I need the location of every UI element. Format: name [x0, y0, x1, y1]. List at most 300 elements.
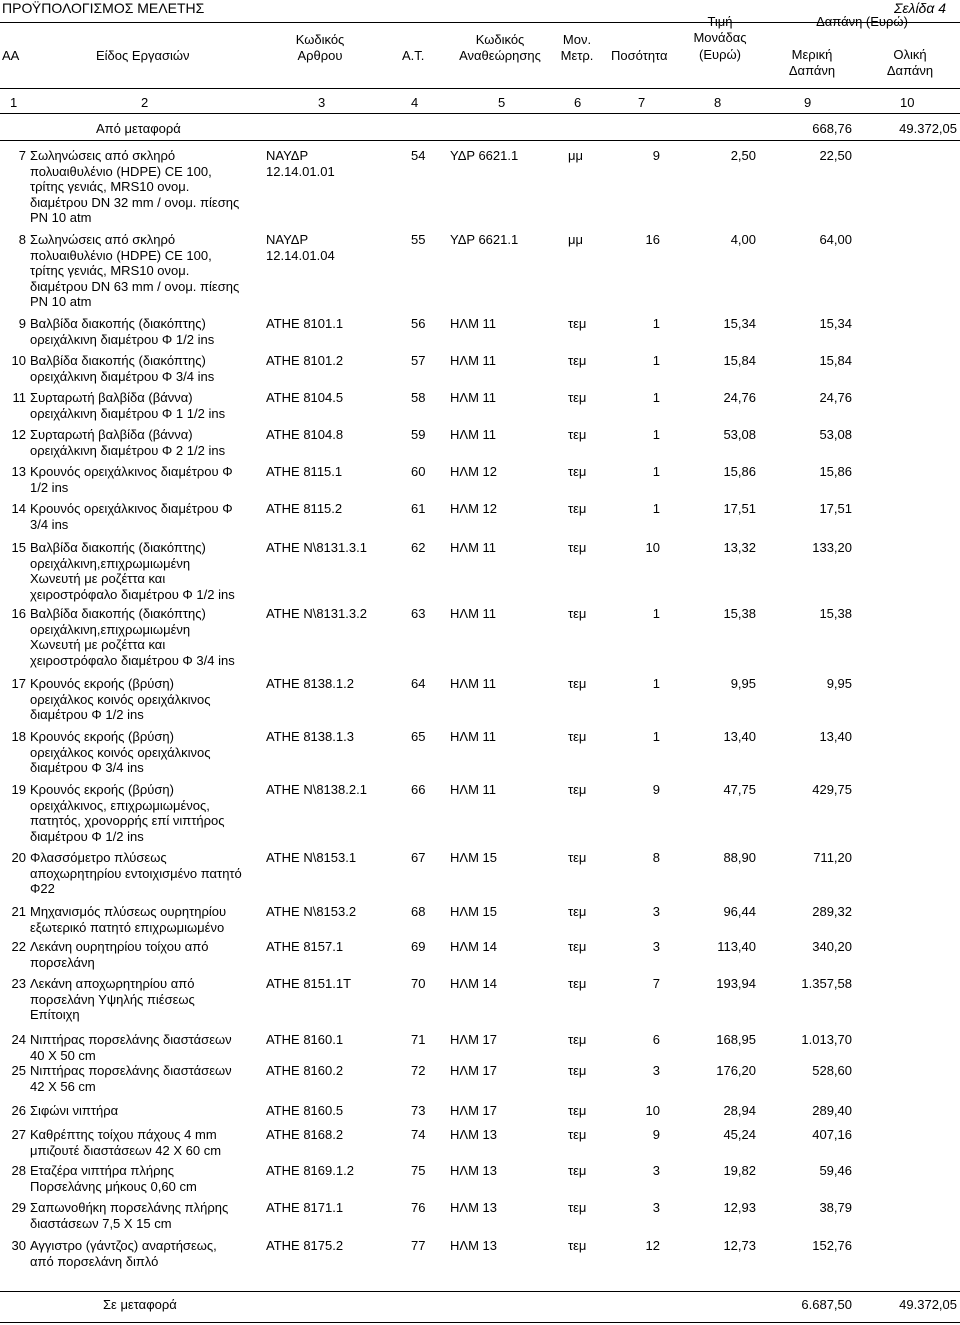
row-quantity: 3: [652, 1063, 660, 1078]
row-description-line: εξωτερικό πατητό επιχρωμιωμένο: [30, 919, 225, 935]
row-description-line: 3/4 ins: [30, 516, 69, 532]
row-unit: τεμ: [568, 1163, 587, 1178]
row-unit: τεμ: [568, 353, 587, 368]
row-description: [30, 1127, 265, 1158]
row-unit-price: 19,82: [723, 1163, 756, 1178]
row-description-line: πολυαιθυλένιο (HDPE) CE 100,: [30, 163, 212, 179]
number-row-rule: [0, 113, 960, 114]
row-revision-code: ΗΛΜ 13: [450, 1163, 497, 1178]
row-partial-cost: 1.013,70: [801, 1032, 852, 1047]
col-kodikos-arthrou-2: Αρθρου: [297, 48, 343, 63]
row-quantity: 1: [652, 316, 660, 331]
row-description: [30, 729, 265, 776]
row-description-line: Βαλβίδα διακοπής (διακόπτης): [30, 316, 206, 331]
row-quantity: 7: [652, 976, 660, 991]
row-article-code: ΑΤΗΕ 8101.1: [266, 316, 344, 331]
row-unit: τεμ: [568, 1063, 587, 1078]
row-description: [30, 148, 265, 226]
row-description-line: διαμέτρου Φ 1/2 ins: [30, 828, 144, 844]
row-description-line: Λεκάνη ουρητηρίου τοίχου από: [30, 939, 209, 954]
row-unit: τεμ: [568, 850, 587, 865]
row-partial-cost: 15,34: [819, 316, 852, 331]
col-num: 5: [498, 95, 506, 110]
col-num: 3: [318, 95, 326, 110]
row-article-code: ΑΤΗΕ 8160.5: [266, 1103, 344, 1118]
row-quantity: 9: [652, 1127, 660, 1142]
carry-in-total: 49.372,05: [899, 121, 957, 136]
row-revision-code: ΗΛΜ 14: [450, 976, 497, 991]
row-description-line: αποχωρητηρίου εντοιχισμένο πατητό: [30, 865, 242, 881]
col-timi-3: (Ευρώ): [699, 47, 741, 62]
row-description-line: πατητός, χρονορρής επί νιπτήρος: [30, 813, 225, 828]
row-number: 13: [11, 464, 26, 479]
col-num: 6: [574, 95, 582, 110]
row-unit: τεμ: [568, 782, 587, 797]
row-unit-price: 15,38: [723, 606, 756, 621]
row-quantity: 3: [652, 904, 660, 919]
row-at: 62: [411, 540, 426, 555]
col-posotita: Ποσότητα: [611, 48, 668, 63]
row-unit-price: 53,08: [723, 427, 756, 442]
row-unit-price: 15,86: [723, 464, 756, 479]
row-description-line: Βαλβίδα διακοπής (διακόπτης): [30, 540, 206, 555]
row-partial-cost: 152,76: [812, 1238, 852, 1253]
row-article-code: ΑΤΗΕ 8101.2: [266, 353, 344, 368]
row-description-line: ορειχάλκινη,επιχρωμιωμένη: [30, 621, 191, 637]
row-description-line: Κρουνός εκροής (βρύση): [30, 729, 174, 744]
row-at: 63: [411, 606, 426, 621]
row-description: [30, 1063, 265, 1094]
row-article-code: ΑΤΗΕ 8104.5: [266, 390, 344, 405]
row-partial-cost: 9,95: [826, 676, 852, 691]
row-article-code: ΝΑΥΔΡ: [266, 232, 309, 247]
row-revision-code: ΥΔΡ 6621.1: [450, 232, 519, 247]
row-unit: τεμ: [568, 939, 587, 954]
row-number: 12: [11, 427, 26, 442]
row-partial-cost: 289,40: [812, 1103, 852, 1118]
col-timi-1: Τιμή: [707, 14, 733, 29]
row-description-line: ορειχάλκινη διαμέτρου Φ 2 1/2 ins: [30, 442, 226, 458]
row-quantity: 1: [652, 464, 660, 479]
row-unit-price: 15,84: [723, 353, 756, 368]
row-partial-cost: 64,00: [819, 232, 852, 247]
row-unit: τεμ: [568, 904, 587, 919]
row-description: [30, 1103, 265, 1119]
row-unit: τεμ: [568, 1032, 587, 1047]
row-at: 58: [411, 390, 426, 405]
row-partial-cost: 1.357,58: [801, 976, 852, 991]
row-description-line: Χωνευτή με ροζέττα και: [30, 571, 166, 586]
col-at: Α.Τ.: [402, 48, 425, 63]
row-number: 15: [11, 540, 26, 555]
row-quantity: 9: [652, 148, 660, 163]
row-article-code: ΑΤΗΕ 8115.1: [266, 464, 343, 479]
row-description-line: Κρουνός ορειχάλκινος διαμέτρου Φ: [30, 464, 233, 479]
row-article-code: ΑΤΗΕ 8171.1: [266, 1200, 344, 1215]
col-kodikos-anath-2: Αναθεώρησης: [459, 48, 541, 63]
row-unit: τεμ: [568, 427, 587, 442]
row-revision-code: ΗΛΜ 11: [450, 427, 497, 442]
row-revision-code: ΗΛΜ 15: [450, 904, 497, 919]
row-article-code: ΑΤΗΕ 8168.2: [266, 1127, 344, 1142]
col-kodikos-anath-1: Κωδικός: [475, 32, 525, 47]
row-description: [30, 1163, 265, 1194]
col-mon-2: Μετρ.: [560, 48, 594, 63]
row-article-code: ΑΤΗΕ 8138.1.2: [266, 676, 354, 691]
row-description: [30, 353, 265, 384]
row-quantity: 8: [652, 850, 660, 865]
row-unit-price: 193,94: [716, 976, 756, 991]
row-description-line: ορειχάλκινος, επιχρωμιωμένος,: [30, 797, 210, 813]
row-quantity: 9: [652, 782, 660, 797]
row-revision-code: ΗΛΜ 11: [450, 606, 497, 621]
row-unit-price: 9,95: [730, 676, 756, 691]
row-partial-cost: 15,84: [819, 353, 852, 368]
row-revision-code: ΗΛΜ 13: [450, 1238, 497, 1253]
row-at: 56: [411, 316, 426, 331]
row-description-line: διαμέτρου Φ 3/4 ins: [30, 760, 144, 775]
row-number: 9: [18, 316, 26, 331]
row-description-line: ορειχάλκος κοινός ορειχάλκινος: [30, 691, 211, 707]
col-dapani: Δαπάνη (Ευρώ): [816, 14, 908, 29]
row-unit-price: 15,34: [723, 316, 756, 331]
row-revision-code: ΗΛΜ 11: [450, 782, 497, 797]
row-number: 23: [11, 976, 26, 991]
row-revision-code: ΗΛΜ 11: [450, 316, 497, 331]
row-quantity: 1: [652, 501, 660, 516]
row-number: 17: [11, 676, 26, 691]
row-description-line: Λεκάνη αποχωρητηρίου από: [30, 976, 195, 991]
row-description: [30, 316, 265, 347]
row-revision-code: ΗΛΜ 11: [450, 353, 497, 368]
row-quantity: 1: [652, 427, 660, 442]
row-description-line: πορσελάνη Υψηλής πιέσεως: [30, 991, 195, 1007]
carry-in-rule: [0, 140, 960, 141]
row-partial-cost: 22,50: [819, 148, 852, 163]
row-partial-cost: 13,40: [819, 729, 852, 744]
row-quantity: 3: [652, 1163, 660, 1178]
row-unit: τεμ: [568, 1103, 587, 1118]
row-description: [30, 390, 265, 421]
row-description-line: Μηχανισμός πλύσεως ουρητηρίου: [30, 904, 227, 919]
row-description: [30, 540, 265, 602]
row-number: 19: [11, 782, 26, 797]
row-unit-price: 24,76: [723, 390, 756, 405]
row-at: 59: [411, 427, 426, 442]
row-description: [30, 1238, 265, 1269]
row-unit-price: 168,95: [716, 1032, 756, 1047]
row-article-code: ΑΤΗΕ Ν\8131.3.2: [266, 606, 367, 621]
col-meriki-1: Μερική: [791, 47, 833, 62]
footer-top-rule: [0, 1291, 960, 1292]
row-description-line: Βαλβίδα διακοπής (διακόπτης): [30, 606, 206, 621]
row-unit: τεμ: [568, 501, 587, 516]
row-description-line: Φλασσόμετρο πλύσεως: [30, 850, 167, 865]
row-article-code: ΑΤΗΕ 8115.2: [266, 501, 343, 516]
row-description: [30, 676, 265, 723]
row-description-line: 40 Χ 50 cm: [30, 1047, 96, 1063]
row-quantity: 3: [652, 1200, 660, 1215]
col-timi-2: Μονάδας: [693, 30, 747, 45]
row-at: 67: [411, 850, 426, 865]
row-description-line: Συρταρωτή βαλβίδα (βάννα): [30, 427, 193, 442]
row-article-code: ΑΤΗΕ 8160.1: [266, 1032, 344, 1047]
row-description: [30, 904, 265, 935]
row-description-line: χειροστρόφαλο διαμέτρου Φ 3/4 ins: [30, 652, 235, 668]
row-revision-code: ΗΛΜ 11: [450, 729, 497, 744]
carry-in-label: Από μεταφορά: [96, 121, 181, 136]
row-revision-code: ΗΛΜ 11: [450, 390, 497, 405]
row-description-line: Κρουνός ορειχάλκινος διαμέτρου Φ: [30, 501, 233, 516]
row-quantity: 12: [645, 1238, 660, 1253]
row-description-line: από πορσελάνη διπλό: [30, 1253, 159, 1269]
row-unit: τεμ: [568, 316, 587, 331]
row-description-line: Σωληνώσεις από σκληρό: [30, 232, 176, 247]
row-description: [30, 850, 265, 897]
col-num: 4: [411, 95, 419, 110]
row-article-code: ΝΑΥΔΡ: [266, 148, 309, 163]
row-description: [30, 1032, 265, 1063]
row-article-code: ΑΤΗΕ Ν\8153.2: [266, 904, 357, 919]
col-meriki-2: Δαπάνη: [788, 63, 836, 78]
row-at: 70: [411, 976, 426, 991]
row-number: 27: [11, 1127, 26, 1142]
row-quantity: 1: [652, 353, 660, 368]
row-description-line: PN 10 atm: [30, 294, 92, 309]
row-unit-price: 12,93: [723, 1200, 756, 1215]
row-quantity: 3: [652, 939, 660, 954]
row-partial-cost: 15,86: [819, 464, 852, 479]
row-description-line: Φ22: [30, 881, 55, 896]
row-description-line: 1/2 ins: [30, 479, 69, 495]
page-number: Σελίδα 4: [894, 0, 946, 16]
row-description-line: 42 Χ 56 cm: [30, 1078, 96, 1094]
row-description: [30, 427, 265, 458]
row-unit: τεμ: [568, 976, 587, 991]
col-aa: ΑΑ: [2, 48, 20, 63]
row-description-line: Σωληνώσεις από σκληρό: [30, 148, 176, 163]
row-unit-price: 47,75: [723, 782, 756, 797]
row-number: 29: [11, 1200, 26, 1215]
row-quantity: 10: [645, 540, 660, 555]
row-description-line: Χωνευτή με ροζέττα και: [30, 637, 166, 652]
row-revision-code: ΗΛΜ 13: [450, 1127, 497, 1142]
row-description-line: ορειχάλκινη διαμέτρου Φ 1/2 ins: [30, 331, 215, 347]
row-partial-cost: 53,08: [819, 427, 852, 442]
row-article-code: ΑΤΗΕ 8157.1: [266, 939, 344, 954]
row-article-code: ΑΤΗΕ 8104.8: [266, 427, 344, 442]
row-unit: τεμ: [568, 676, 587, 691]
header-bottom-rule: [0, 88, 960, 89]
col-num: 9: [804, 95, 812, 110]
row-description-line: ορειχάλκινη διαμέτρου Φ 1 1/2 ins: [30, 405, 226, 421]
row-partial-cost: 429,75: [812, 782, 852, 797]
row-description-line: Σιφώνι νιπτήρα: [30, 1103, 119, 1118]
row-at: 61: [411, 501, 426, 516]
row-quantity: 6: [652, 1032, 660, 1047]
row-unit-price: 13,32: [723, 540, 756, 555]
row-unit: τεμ: [568, 1238, 587, 1253]
row-number: 22: [11, 939, 26, 954]
row-description: [30, 782, 265, 844]
row-revision-code: ΗΛΜ 12: [450, 501, 497, 516]
footer-bottom-rule: [0, 1322, 960, 1323]
row-number: 30: [11, 1238, 26, 1253]
row-description-line: Νιπτήρας πορσελάνης διαστάσεων: [30, 1063, 232, 1078]
row-number: 21: [11, 904, 26, 919]
row-partial-cost: 59,46: [819, 1163, 852, 1178]
row-at: 68: [411, 904, 426, 919]
row-quantity: 1: [652, 606, 660, 621]
row-unit-price: 176,20: [716, 1063, 756, 1078]
row-at: 72: [411, 1063, 426, 1078]
row-quantity: 10: [645, 1103, 660, 1118]
row-revision-code: ΗΛΜ 13: [450, 1200, 497, 1215]
row-partial-cost: 289,32: [812, 904, 852, 919]
row-revision-code: ΗΛΜ 14: [450, 939, 497, 954]
row-article-code: ΑΤΗΕ Ν\8153.1: [266, 850, 357, 865]
row-partial-cost: 407,16: [812, 1127, 852, 1142]
row-at: 60: [411, 464, 426, 479]
row-partial-cost: 528,60: [812, 1063, 852, 1078]
row-unit-price: 113,40: [717, 939, 756, 954]
row-revision-code: ΗΛΜ 17: [450, 1032, 497, 1047]
row-at: 71: [411, 1032, 426, 1047]
row-at: 65: [411, 729, 426, 744]
row-description-line: Συρταρωτή βαλβίδα (βάννα): [30, 390, 193, 405]
col-num: 10: [900, 95, 915, 110]
row-description-line: διαμέτρου DN 32 mm / ονομ. πίεσης: [30, 194, 240, 210]
row-description-line: διαστάσεων 7,5 Χ 15 cm: [30, 1215, 172, 1231]
row-description-line: Κρουνός εκροής (βρύση): [30, 782, 174, 797]
row-revision-code: ΗΛΜ 12: [450, 464, 497, 479]
row-number: 26: [11, 1103, 26, 1118]
row-at: 57: [411, 353, 426, 368]
row-description-line: τρίτης γενιάς, MRS10 ονομ.: [30, 263, 190, 278]
row-description-line: πολυαιθυλένιο (HDPE) CE 100,: [30, 247, 212, 263]
row-unit: τεμ: [568, 606, 587, 621]
row-article-code: ΑΤΗΕ 8151.1Τ: [266, 976, 352, 991]
row-description: [30, 606, 265, 668]
row-unit-price: 88,90: [723, 850, 756, 865]
row-revision-code: ΥΔΡ 6621.1: [450, 148, 519, 163]
row-description-line: ορειχάλκος κοινός ορειχάλκινος: [30, 744, 211, 760]
row-partial-cost: 133,20: [812, 540, 852, 555]
row-number: 20: [11, 850, 26, 865]
row-description: [30, 939, 265, 970]
row-description-line: χειροστρόφαλο διαμέτρου Φ 1/2 ins: [30, 586, 235, 602]
row-article-code: ΑΤΗΕ 8175.2: [266, 1238, 344, 1253]
row-unit: τεμ: [568, 1200, 587, 1215]
row-number: 24: [11, 1032, 26, 1047]
col-oliki-2: Δαπάνη: [886, 63, 934, 78]
row-revision-code: ΗΛΜ 17: [450, 1103, 497, 1118]
row-number: 18: [11, 729, 26, 744]
col-mon-1: Μον.: [562, 32, 592, 47]
page-title: ΠΡΟΫΠΟΛΟΓΙΣΜΟΣ ΜΕΛΕΤΗΣ: [2, 0, 205, 16]
row-article-code: ΑΤΗΕ 8138.1.3: [266, 729, 354, 744]
row-number: 10: [11, 353, 26, 368]
row-unit-price: 2,50: [730, 148, 756, 163]
row-article-code: ΑΤΗΕ 8169.1.2: [266, 1163, 354, 1178]
row-unit: τεμ: [568, 464, 587, 479]
row-partial-cost: 24,76: [819, 390, 852, 405]
row-article-code: 12.14.01.04: [266, 248, 335, 263]
row-article-code: ΑΤΗΕ Ν\8138.2.1: [266, 782, 367, 797]
row-unit: τεμ: [568, 729, 587, 744]
row-unit: τεμ: [568, 540, 587, 555]
row-at: 55: [411, 232, 426, 247]
col-num: 8: [714, 95, 722, 110]
row-at: 76: [411, 1200, 426, 1215]
col-num: 1: [10, 95, 18, 110]
row-article-code: ΑΤΗΕ Ν\8131.3.1: [266, 540, 367, 555]
row-number: 25: [11, 1063, 26, 1078]
row-at: 74: [411, 1127, 426, 1142]
row-partial-cost: 340,20: [812, 939, 852, 954]
col-num: 2: [141, 95, 149, 110]
row-description-line: Εταζέρα νιπτήρα πλήρης: [30, 1163, 175, 1178]
row-at: 54: [411, 148, 426, 163]
row-partial-cost: 15,38: [819, 606, 852, 621]
row-unit-price: 17,51: [723, 501, 756, 516]
row-at: 64: [411, 676, 426, 691]
row-description-line: διαμέτρου Φ 1/2 ins: [30, 707, 144, 722]
carry-out-partial: 6.687,50: [801, 1297, 852, 1312]
row-partial-cost: 17,51: [819, 501, 852, 516]
row-unit-price: 45,24: [723, 1127, 756, 1142]
row-description-line: Σαπωνοθήκη πορσελάνης πλήρης: [30, 1200, 229, 1215]
row-partial-cost: 38,79: [819, 1200, 852, 1215]
row-article-code: ΑΤΗΕ 8160.2: [266, 1063, 344, 1078]
row-unit: μμ: [568, 148, 583, 163]
row-unit-price: 4,00: [730, 232, 756, 247]
row-description: [30, 1200, 265, 1231]
row-article-code: 12.14.01.01: [266, 164, 335, 179]
row-description: [30, 501, 265, 532]
row-number: 11: [12, 390, 26, 405]
row-at: 77: [411, 1238, 426, 1253]
row-description: [30, 464, 265, 495]
carry-in-partial: 668,76: [812, 121, 852, 136]
row-at: 69: [411, 939, 426, 954]
row-unit: τεμ: [568, 1127, 587, 1142]
row-description-line: διαμέτρου DN 63 mm / ονομ. πίεσης: [30, 278, 240, 294]
carry-out-total: 49.372,05: [899, 1297, 957, 1312]
row-description-line: Κρουνός εκροής (βρύση): [30, 676, 174, 691]
row-description: [30, 976, 265, 1023]
row-revision-code: ΗΛΜ 11: [450, 540, 497, 555]
row-number: 28: [11, 1163, 26, 1178]
row-number: 8: [18, 232, 26, 247]
row-number: 14: [11, 501, 26, 516]
row-unit-price: 28,94: [723, 1103, 756, 1118]
col-eidos: Είδος Εργασιών: [96, 48, 190, 63]
row-number: 16: [11, 606, 26, 621]
row-description: [30, 232, 265, 310]
row-description-line: Επίτοιχη: [30, 1007, 80, 1022]
row-description-line: Βαλβίδα διακοπής (διακόπτης): [30, 353, 206, 368]
row-description-line: ορειχάλκινη,επιχρωμιωμένη: [30, 555, 191, 571]
row-number: 7: [18, 148, 26, 163]
row-unit: τεμ: [568, 390, 587, 405]
col-num: 7: [638, 95, 646, 110]
row-description-line: PN 10 atm: [30, 210, 92, 225]
row-at: 75: [411, 1163, 426, 1178]
row-at: 66: [411, 782, 426, 797]
row-at: 73: [411, 1103, 426, 1118]
row-revision-code: ΗΛΜ 11: [450, 676, 497, 691]
